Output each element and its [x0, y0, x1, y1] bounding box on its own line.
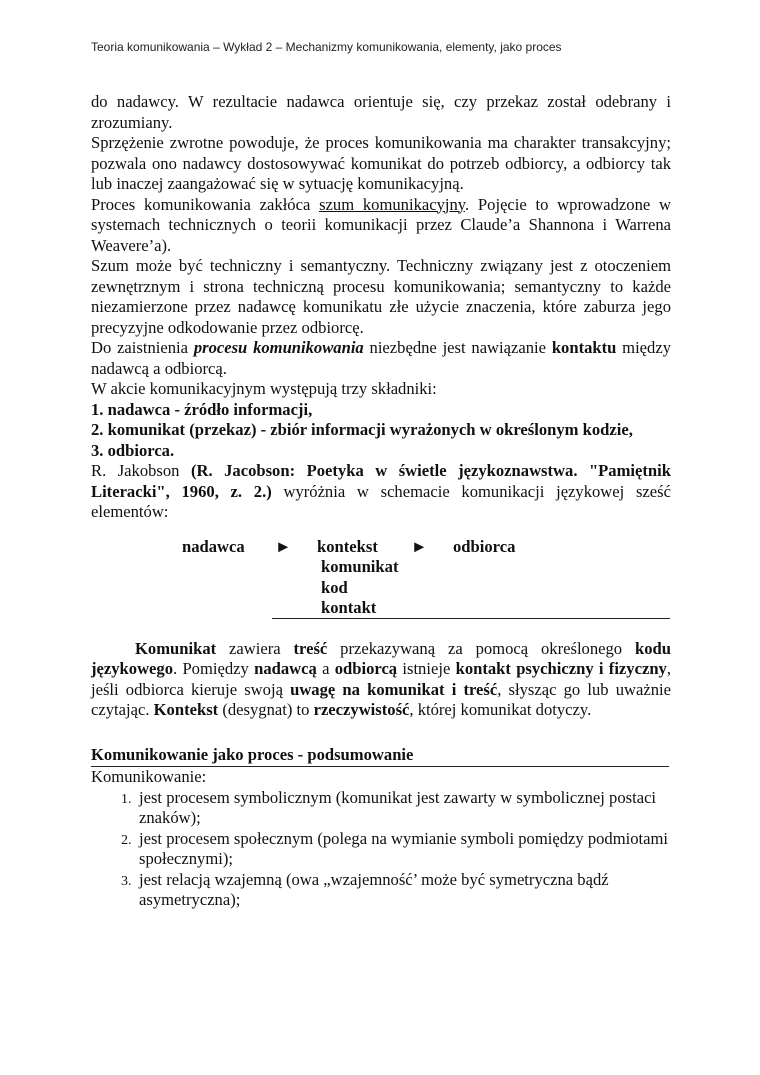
diagram-arrow-1: ► — [275, 536, 292, 556]
p8-s2: zawiera — [216, 638, 294, 658]
page-header: Teoria komunikowania – Wykład 2 – Mechanizmy komunikowania, elementy, jako proces — [91, 40, 562, 54]
p8-s6: . Pomiędzy — [173, 659, 255, 678]
term-rzeczywistosc: rzeczywistość — [313, 700, 410, 719]
term-tresc: treść — [293, 638, 328, 658]
noise-intro-before: Proces komunikowania zakłóca — [91, 194, 320, 214]
summary-title: Komunikowanie jako proces - podsumowanie — [91, 745, 669, 768]
paragraph-contact — [91, 338, 671, 379]
contact-text-process: procesu komunikowania — [193, 338, 364, 357]
p8-s8: a — [316, 659, 335, 678]
diagram-kod: kod — [321, 577, 348, 597]
noise-link[interactable]: szum komunikacyjny — [319, 194, 466, 214]
p8-s4: przekazywaną za pomocą określonego — [327, 638, 635, 658]
contact-text-kontakt: kontaktu — [551, 338, 617, 357]
component-item-3 — [91, 441, 671, 462]
term-komunikat: Komunikat — [135, 638, 217, 658]
p8-s14: , słysząc go lub uważnie czytając. — [91, 679, 671, 719]
contact-text-e: między nadawcą a odbiorcą. — [91, 338, 672, 378]
paragraph-jakobson — [91, 461, 671, 523]
paragraph-noise-intro — [91, 195, 671, 257]
jakobson-citation: (R. Jacobson: Poetyka w świetle językoznawstwa. "Pamiętnik Literacki", 1960, z. 2.) — [91, 461, 671, 501]
p8-s16: (desygnat) to — [218, 700, 314, 719]
term-odbiorca: odbiorcą — [334, 659, 398, 678]
paragraph-komunikat-summary — [91, 639, 671, 721]
jakobson-text: wyróżnia w schemacie komunikacji językowej sześć elementów: — [91, 481, 671, 521]
diagram-rule — [272, 618, 670, 619]
jakobson-name: R. Jakobson — [91, 461, 191, 480]
diagram-odbiorca: odbiorca — [453, 536, 516, 556]
diagram-kontekst: kontekst — [317, 536, 378, 556]
list-item: 2. jest procesem społecznym (polega na wymianie symboli pomiędzy podmiotami społecznymi); — [135, 829, 671, 870]
list-item: 3. jest relacją wzajemną (owa „wzajemność’ może być symetryczna bądź asymetryczna); — [135, 870, 671, 911]
p8-s12: , jeśli odbiorca kieruje swoją — [91, 659, 672, 699]
paragraph-feedback-transactional: Sprzężenie zwrotne powoduje, że proces komunikowania ma charakter transakcyjny; pozwala ono nadawcy dostosowywać komunikat do potrzeb odbiorcy, a odbiorcy tak lub inaczej zaangażować się w sytuację komunikacyjną. — [91, 133, 671, 193]
term-kontakt: kontakt psychiczny i fizyczny — [455, 659, 667, 678]
component-item-1 — [91, 400, 671, 421]
paragraph-noise-types: Szum może być techniczny i semantyczny. Techniczny związany jest z otoczeniem zewnętrznym i strona techniczną procesu komunikowania; semantyczny to każde niezamierzone przez nadawcę komunikatu złe użycie znaczenia, które zaburza jego precyzyjne odkodowanie przez odbiorcę. — [91, 256, 671, 337]
diagram-kontakt: kontakt — [321, 597, 377, 617]
list-item: 1. jest procesem symbolicznym (komunikat jest zawarty w symbolicznej postaci znaków); — [135, 788, 671, 829]
paragraph-components-intro: W akcie komunikacyjnym występują trzy składniki: — [91, 379, 437, 398]
p8-s18: , której komunikat dotyczy. — [409, 700, 592, 719]
paragraph-feedback-intro: do nadawcy. W rezultacie nadawca orientuje się, czy przekaz został odebrany i zrozumiany. — [91, 92, 671, 132]
component-item-1-text: 1. nadawca - źródło informacji, — [91, 399, 313, 419]
diagram-nadawca: nadawca — [182, 536, 245, 556]
summary-intro: Komunikowanie: — [91, 767, 207, 786]
noise-intro-after: . Pojęcie to wprowadzone w systemach technicznych o teorii komunikacji przez Claude’a Shannona i Warrena Weavere’a). — [91, 194, 671, 255]
document-body — [91, 92, 671, 911]
term-uwaga: uwagę na komunikat i treść — [290, 679, 498, 699]
component-item-2-text: 2. komunikat (przekaz) - zbiór informacji wyrażonych w określonym kodzie, — [91, 420, 633, 439]
summary-list — [91, 788, 671, 911]
term-nadawca: nadawcą — [254, 659, 317, 678]
component-item-3-text: 3. odbiorca. — [91, 440, 175, 460]
term-kontekst: Kontekst — [153, 700, 219, 719]
jakobson-diagram — [91, 535, 671, 639]
contact-text-c: niezbędne jest nawiązanie — [363, 338, 552, 357]
contact-text-a: Do zaistnienia — [91, 338, 194, 357]
component-item-2 — [91, 420, 671, 441]
p8-s10: istnieje — [397, 659, 456, 678]
diagram-arrow-2: ► — [411, 536, 428, 556]
term-kod: kodu językowego — [91, 638, 671, 678]
diagram-komunikat: komunikat — [321, 556, 399, 576]
